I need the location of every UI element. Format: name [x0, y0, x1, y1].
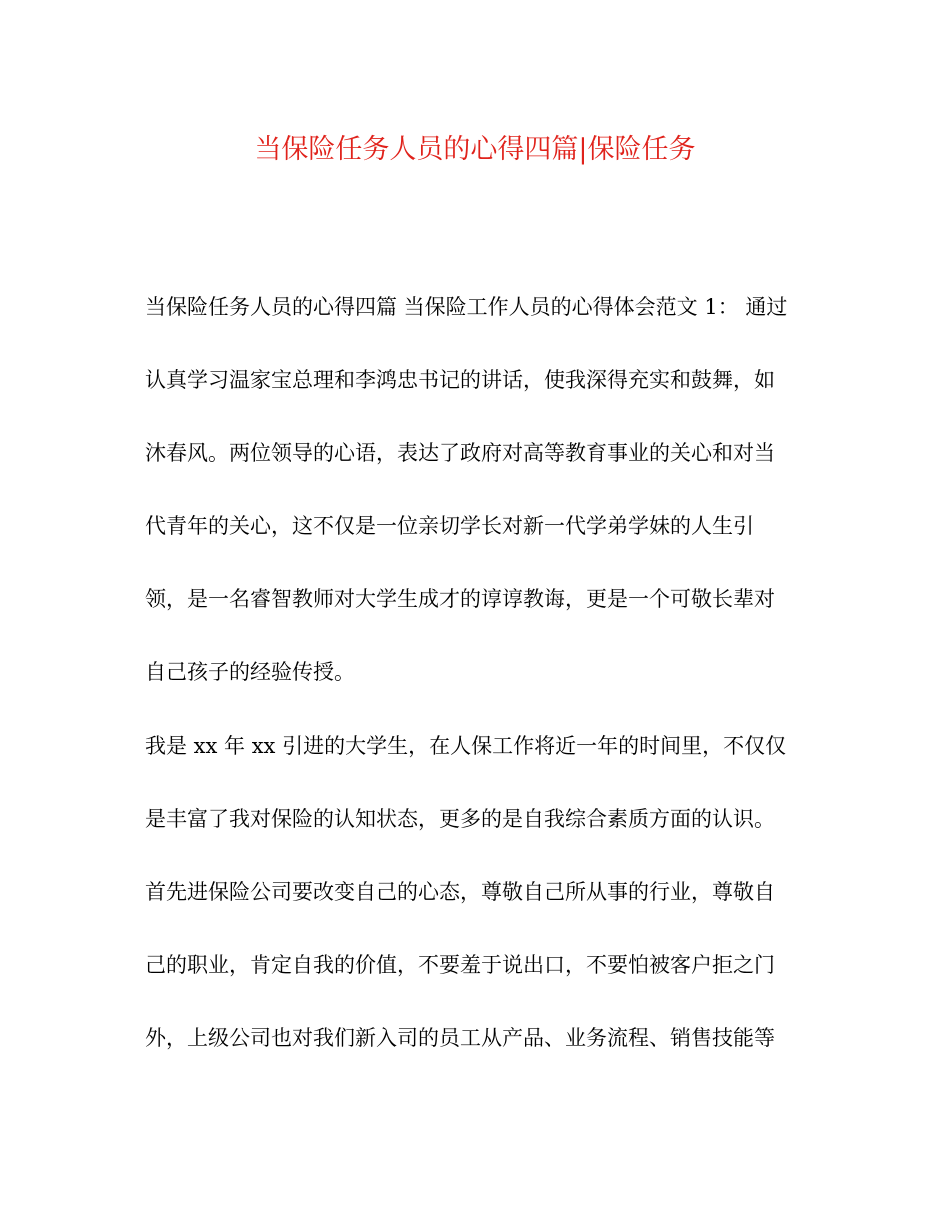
- body-line-8: 是丰富了我对保险的认知状态，更多的是自我综合素质方面的认识。: [145, 806, 775, 831]
- body-line-4: 代青年的关心，这不仅是一位亲切学长对新一代学弟学妹的人生引: [145, 514, 754, 539]
- body-line-2: 认真学习温家宝总理和李鸿忠书记的讲话，使我深得充实和鼓舞，如: [145, 368, 775, 393]
- document-title: 当保险任务人员的心得四篇|保险任务: [254, 134, 696, 165]
- body-line-5: 领，是一名睿智教师对大学生成才的谆谆教诲，更是一个可敬长辈对: [145, 587, 775, 612]
- body-line-7: 我是 xx 年 xx 引进的大学生，在人保工作将近一年的时间里，不仅仅: [145, 733, 787, 758]
- body-line-1: 当保险任务人员的心得四篇 当保险工作人员的心得体会范文 1： 通过: [145, 295, 788, 319]
- body-line-9: 首先进保险公司要改变自己的心态，尊敬自己所从事的行业，尊敬自: [145, 879, 775, 904]
- body-line-11: 外，上级公司也对我们新入司的员工从产品、业务流程、销售技能等: [145, 1025, 775, 1050]
- body-line-6: 自己孩子的经验传授。: [145, 660, 355, 685]
- document-body: [145, 281, 825, 1085]
- body-line-3: 沐春风。两位领导的心语，表达了政府对高等教育事业的关心和对当: [145, 441, 775, 466]
- body-line-10: 己的职业，肯定自我的价值，不要羞于说出口，不要怕被客户拒之门: [145, 952, 775, 977]
